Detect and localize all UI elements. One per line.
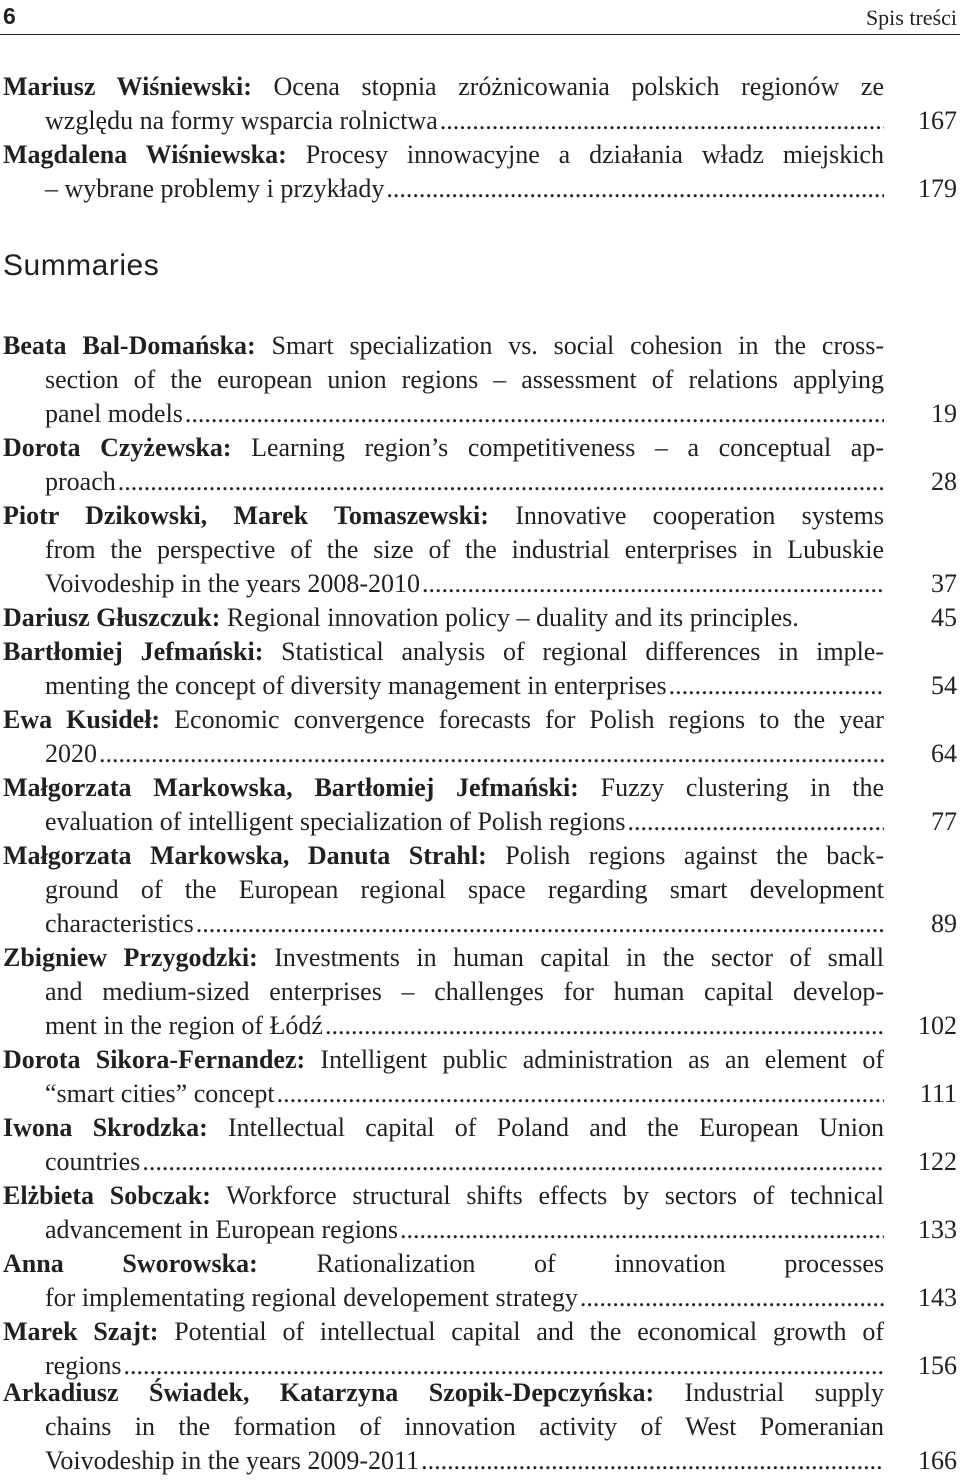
entry-title: Intellectual capital of Poland and the European Union xyxy=(207,1113,884,1142)
entry-title: advancement in European regions xyxy=(45,1215,399,1244)
dot-leader xyxy=(142,1145,884,1179)
entry-line xyxy=(3,771,884,805)
entry-line xyxy=(3,70,884,104)
entry-page: 28 xyxy=(931,467,957,496)
entry-author: Iwona Skrodzka: xyxy=(3,1113,208,1142)
dot-leader xyxy=(628,805,884,839)
entry-author: Dariusz Głuszczuk: xyxy=(3,603,221,632)
entry-author: Marek Szajt: xyxy=(3,1317,159,1346)
entry-page: 45 xyxy=(931,603,957,632)
page-header xyxy=(0,0,960,35)
dot-leader xyxy=(99,737,884,771)
entry-page: 102 xyxy=(918,1011,957,1040)
entry-line xyxy=(45,873,884,907)
dot-leader xyxy=(440,104,884,138)
entry-title: panel models xyxy=(45,399,183,428)
entry-author: Piotr Dzikowski, Marek Tomaszewski: xyxy=(3,501,489,530)
entry-title: Polish regions against the back- xyxy=(486,841,884,870)
entry-line xyxy=(45,363,884,397)
dot-leader xyxy=(386,172,884,206)
entry-page: 111 xyxy=(919,1079,957,1108)
entry-title: Industrial supply xyxy=(654,1378,884,1407)
entry-title: – wybrane problemy i przykłady xyxy=(45,174,385,203)
entry-line xyxy=(45,1145,884,1179)
entry-title: Economic convergence forecasts for Polish regions to the year xyxy=(160,705,884,734)
entry-author: Zbigniew Przygodzki: xyxy=(3,943,258,972)
entry-title: Procesy innowacyjne a działania władz miejskich xyxy=(286,140,884,169)
entry-title: Regional innovation policy – duality and its principles. xyxy=(220,603,799,632)
entry-line xyxy=(45,533,884,567)
entry-title: ground of the European regional space regarding smart development xyxy=(45,875,884,904)
entry-line xyxy=(3,138,884,172)
entry-line xyxy=(3,1315,884,1349)
entry-line xyxy=(3,839,884,873)
entry-title: Workforce structural shifts effects by sectors of technical xyxy=(210,1181,884,1210)
entry-author: Ewa Kusideł: xyxy=(3,705,161,734)
dot-leader xyxy=(118,465,884,499)
entry-title: Investments in human capital in the sector of small xyxy=(257,943,884,972)
entry-line xyxy=(3,1179,884,1213)
entry-author: Bartłomiej Jefmański: xyxy=(3,637,264,666)
entry-line xyxy=(45,907,884,941)
entry-title: 2020 xyxy=(45,739,97,768)
entry-title: Statistical analysis of regional differences in imple- xyxy=(263,637,884,666)
entry-page: 167 xyxy=(918,106,957,135)
entry-page: 54 xyxy=(931,671,957,700)
entry-author: Małgorzata Markowska, Bartłomiej Jefmański: xyxy=(3,773,579,802)
entry-line xyxy=(3,941,884,975)
dot-leader xyxy=(422,567,884,601)
entry-author: Małgorzata Markowska, Danuta Strahl: xyxy=(3,841,487,870)
entry-page: 89 xyxy=(931,909,957,938)
entry-line xyxy=(45,737,884,771)
entry-line xyxy=(45,1077,884,1111)
entry-title: Intelligent public administration as an element of xyxy=(305,1045,884,1074)
entry-author: Magdalena Wiśniewska: xyxy=(3,140,287,169)
section-title: Summaries xyxy=(3,249,160,282)
entry-line xyxy=(45,1213,884,1247)
entry-author: Elżbieta Sobczak: xyxy=(3,1181,211,1210)
entry-line xyxy=(3,1111,884,1145)
entry-title: “smart cities” concept xyxy=(45,1079,275,1108)
entry-line xyxy=(45,567,884,601)
entry-author: Beata Bal-Domańska: xyxy=(3,331,256,360)
entry-author: Arkadiusz Świadek, Katarzyna Szopik-Depczyńska: xyxy=(3,1378,655,1407)
entry-page: 179 xyxy=(918,174,957,203)
entry-page: 19 xyxy=(931,399,957,428)
entry-line xyxy=(3,601,884,635)
entry-line xyxy=(45,172,884,206)
dot-leader xyxy=(669,669,884,703)
entry-page: 122 xyxy=(918,1147,957,1176)
entry-page: 143 xyxy=(918,1283,957,1312)
dot-leader xyxy=(196,907,884,941)
entry-page: 37 xyxy=(931,569,957,598)
entry-title: for implementating regional developement strategy xyxy=(45,1283,578,1312)
entry-title: Rationalization of innovation processes xyxy=(257,1249,884,1278)
running-head: Spis treści xyxy=(865,5,957,30)
entry-title: Innovative cooperation systems xyxy=(488,501,884,530)
entry-line xyxy=(3,635,884,669)
entry-line xyxy=(45,805,884,839)
entry-line xyxy=(45,104,884,138)
entry-line xyxy=(3,1376,884,1410)
dot-leader xyxy=(277,1077,884,1111)
page-number: 6 xyxy=(3,3,16,29)
dot-leader xyxy=(185,397,884,431)
entry-title: menting the concept of diversity management in enterprises xyxy=(45,671,667,700)
entry-line xyxy=(3,329,884,363)
dot-leader xyxy=(400,1213,884,1247)
entry-page: 77 xyxy=(931,807,957,836)
dot-leader xyxy=(325,1009,884,1043)
entry-title: Fuzzy clustering in the xyxy=(578,773,884,802)
entry-line xyxy=(45,465,884,499)
entry-title: chains in the formation of innovation activity of West Pomeranian xyxy=(45,1412,884,1441)
entry-line xyxy=(3,1247,884,1281)
entry-line xyxy=(45,1281,884,1315)
entry-title: from the perspective of the size of the industrial enterprises in Lubuskie xyxy=(45,535,884,564)
entry-title: Voivodeship in the years 2009-2011 xyxy=(45,1446,420,1475)
entry-title: Smart specialization vs. social cohesion in the cross- xyxy=(255,331,884,360)
entry-title: section of the european union regions – assessment of relations applying xyxy=(45,365,884,394)
entry-title: and medium-sized enterprises – challenges for human capital develop- xyxy=(45,977,884,1006)
entry-page: 166 xyxy=(918,1446,957,1475)
entry-title: proach xyxy=(45,467,116,496)
dot-leader xyxy=(580,1281,884,1315)
entry-page: 156 xyxy=(918,1351,957,1380)
entry-title: Ocena stopnia zróżnicowania polskich regionów ze xyxy=(251,72,884,101)
entry-line xyxy=(45,975,884,1009)
entry-line xyxy=(3,703,884,737)
entry-author: Anna Sworowska: xyxy=(3,1249,258,1278)
entry-line xyxy=(45,669,884,703)
entry-author: Dorota Sikora-Fernandez: xyxy=(3,1045,306,1074)
entry-title: countries xyxy=(45,1147,141,1176)
entry-page: 133 xyxy=(918,1215,957,1244)
entry-page: 64 xyxy=(931,739,957,768)
entry-title: Voivodeship in the years 2008-2010 xyxy=(45,569,421,598)
entry-line xyxy=(3,499,884,533)
entry-title: Potential of intellectual capital and the economical growth of xyxy=(158,1317,884,1346)
entry-line xyxy=(45,397,884,431)
entry-line xyxy=(45,1009,884,1043)
entry-author: Dorota Czyżewska: xyxy=(3,433,232,462)
entry-author: Mariusz Wiśniewski: xyxy=(3,72,252,101)
entry-title: characteristics xyxy=(45,909,194,938)
entry-line xyxy=(3,1043,884,1077)
entry-title: Learning region’s competitiveness – a conceptual ap- xyxy=(231,433,885,462)
entry-title: regions xyxy=(45,1351,122,1380)
entry-line xyxy=(3,431,884,465)
entry-title: evaluation of intelligent specialization of Polish regions xyxy=(45,807,626,836)
entry-line xyxy=(45,1444,884,1478)
entry-line xyxy=(45,1410,884,1444)
dot-leader xyxy=(421,1444,884,1478)
entry-title: ment in the region of Łódź xyxy=(45,1011,323,1040)
entry-title: względu na formy wsparcia rolnictwa xyxy=(45,106,438,135)
